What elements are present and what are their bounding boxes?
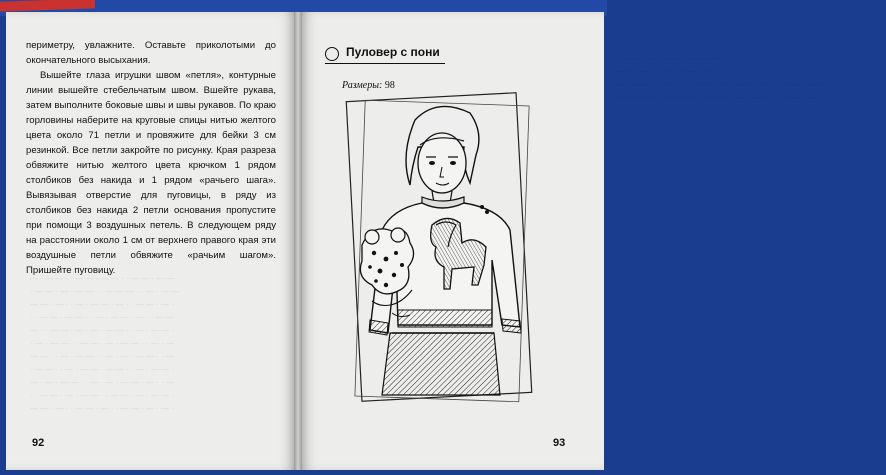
section-heading — [325, 45, 447, 65]
bleed-through-text: — · — — · · — — · — — · · — — · — — · · — — · — · — — · · — — — · · — · — — — — · — · · — · — — · — · · — — · — · · · — — · — — · · — · — — · — · · — — — · · — — · — · — · — — · · — · — — · · — · — — · · — — · — · — — · · — · — — — · · — · — — · · — · — · — — · · — · — — · · — · — — · — — · · — · — — · — · — · — — · · — · — · — — · — · · — · · — — · — · — — · · — — · — · — — · — — · — · · — — · — · · — — · — · — · — [30, 274, 180, 413]
circle-bullet-icon — [325, 47, 339, 61]
instructions-text — [26, 38, 276, 278]
book-spine — [294, 12, 302, 470]
paragraph: Вышейте глаза игрушки швом «петля», контурные линии вышейте стебельчатым швом. Вшейте рукава, затем выполните боковые швы и швы рукавов. По краю горловины наберите на круговые спицы нитью желтого цвета около 71 петли и провяжите для бейки 3 см резинкой. Все петли закройте по рисунку. Края разреза обвяжите нитью желтого цвета крючком 1 рядом столбиков без накида и 1 рядом «рачьего шага». Вывязывая отверстие для пуговицы, в ряду из столбиков без накида 2 петли основания пропустите при помощи 3 воздушных петель. В следующем ряду на расстоянии около 1 см от верхнего правого края эти воздушные петли обвяжите «рачьим шагом». Пришейте пуговицу. — [26, 70, 276, 276]
page-number-right: 93 — [553, 437, 566, 449]
page-number-left: 92 — [32, 437, 45, 449]
bleed-through-text: · — — · — · — — · · — — — · — — · — · · — · — — · — · · — · — — · · — · — · — — · · — · — — · — · · — — · — — · — · — — · · — — · — · — — · · — · — — · · — — · — · — [616, 54, 826, 102]
sizes-line — [342, 80, 395, 91]
paragraph: периметру, увлажните. Оставьте приколотыми до окончательного высыхания. — [26, 40, 276, 66]
heading-underline — [325, 63, 445, 64]
sizes-value: 98 — [384, 80, 395, 91]
heading-title: Пуловер с пони — [346, 45, 440, 59]
pullover-illustration — [352, 95, 530, 405]
sizes-label: Размеры: — [342, 80, 383, 91]
